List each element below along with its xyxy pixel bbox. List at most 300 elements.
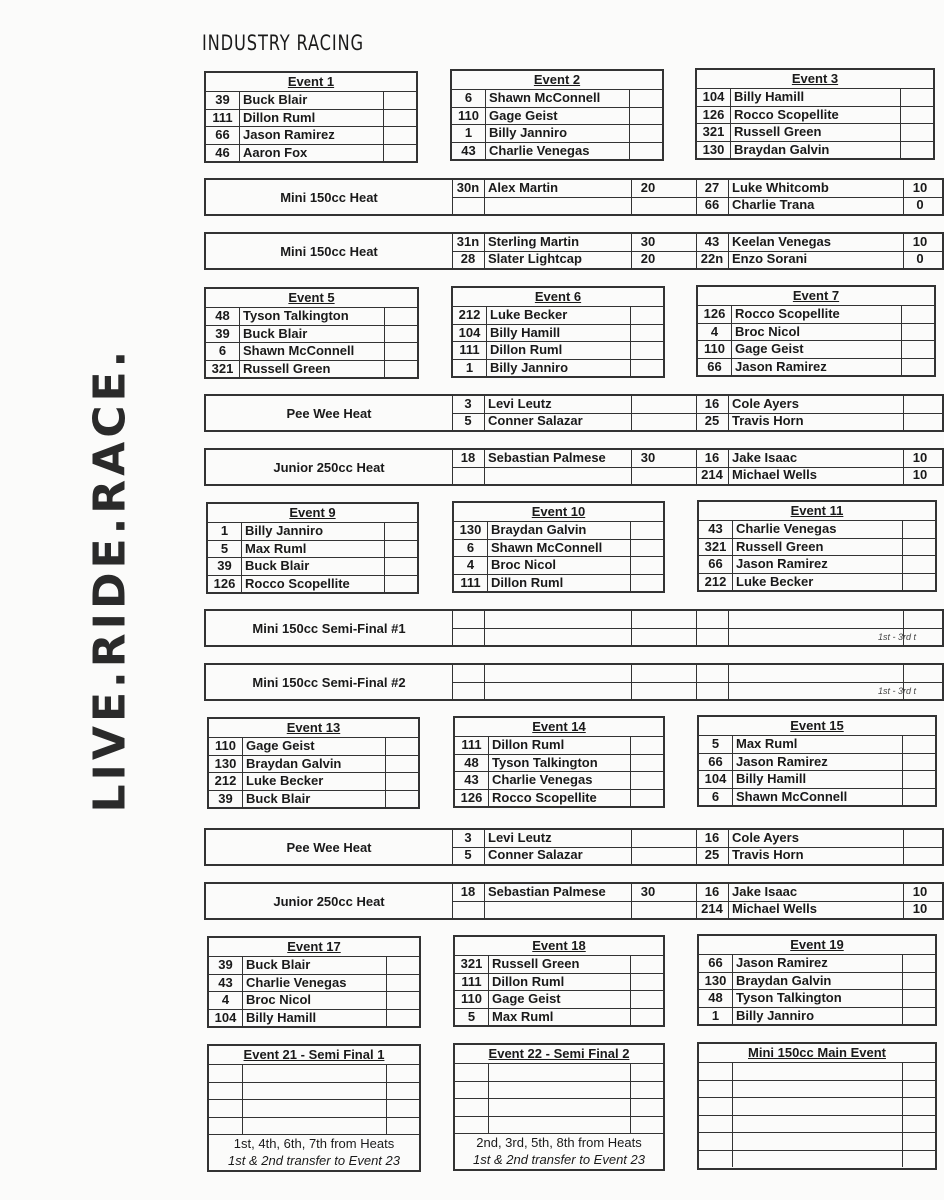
rider-number: 1 [452,125,486,142]
points-cell[interactable] [632,847,664,864]
result-cell[interactable] [387,992,419,1009]
points-cell[interactable]: 10 [912,450,928,465]
rider-name: Tyson Talkington [489,755,631,772]
event-title [699,502,935,520]
rider-name: Charlie Venegas [243,975,387,992]
rider-number[interactable] [455,1064,489,1081]
rider-number: 110 [452,108,486,125]
rider-name: Shawn McConnell [488,540,631,557]
points-cell[interactable] [632,682,664,699]
rider-number[interactable] [699,1151,733,1168]
rider-number: 16 [696,830,729,847]
transfer-line: 1st & 2nd transfer to Event 23 [228,1153,400,1168]
final-box [207,1044,421,1172]
points-cell[interactable] [632,830,664,847]
rider-number: 126 [698,306,732,323]
result-cell[interactable] [903,1116,935,1133]
heat-rider-row [452,396,664,413]
rider-number: 104 [699,771,733,788]
rider-name: Luke Becker [243,773,386,790]
result-cell[interactable] [902,324,934,341]
rider-row [452,107,662,125]
result-cell[interactable] [387,1118,419,1135]
rider-number: 39 [209,791,243,808]
rider-number: 111 [455,737,489,754]
heat-label: Junior 250cc Heat [273,893,385,909]
result-cell[interactable] [903,771,935,788]
result-cell[interactable] [385,308,417,325]
rider-name: Keelan Venegas [729,234,904,251]
event-box [697,715,937,807]
rider-row [699,538,935,556]
event-box [697,500,937,592]
rider-number: 39 [209,957,243,974]
rider-row [699,1132,935,1150]
heat-rider-row [452,197,664,214]
rider-name[interactable] [489,1099,631,1116]
rider-row [209,1064,419,1082]
rider-row [209,1117,419,1135]
result-cell[interactable] [384,110,416,127]
rider-name: Billy Hamill [487,325,631,342]
rider-name: Tyson Talkington [240,308,385,325]
event-title [208,504,417,522]
result-cell[interactable] [903,1008,935,1025]
rider-row [455,789,663,807]
result-cell[interactable] [387,1100,419,1117]
points-cell[interactable]: 30 [640,884,656,899]
heat-box [204,232,944,270]
points-cell[interactable] [904,847,936,864]
rider-number: 16 [696,450,729,467]
rider-number[interactable] [209,1118,243,1135]
rider-name[interactable] [243,1100,387,1117]
result-cell[interactable] [631,956,663,973]
rider-number[interactable] [209,1083,243,1100]
result-cell[interactable] [631,790,663,807]
rider-name: Rocco Scopellite [731,107,901,124]
rider-number: 6 [206,343,240,360]
result-cell[interactable] [385,541,417,558]
rider-name: Jason Ramirez [733,754,903,771]
result-cell[interactable] [903,1133,935,1150]
points-cell[interactable] [632,413,664,430]
rider-row [455,1063,663,1081]
points-cell[interactable] [904,665,936,682]
result-cell[interactable] [903,990,935,1007]
rider-number: 214 [696,467,729,484]
rider-number [696,665,729,682]
rider-row [206,91,416,109]
rider-name [485,665,632,682]
rider-number: 66 [698,359,732,376]
rider-name: Billy Hamill [731,89,901,106]
rider-number[interactable] [699,1116,733,1133]
event-title-text: Event 15 [790,718,844,733]
points-cell[interactable] [632,197,664,214]
rider-number: 43 [696,234,729,251]
rider-number[interactable] [699,1063,733,1080]
rider-number[interactable] [699,1098,733,1115]
result-cell[interactable] [631,1009,663,1026]
result-cell[interactable] [630,108,662,125]
rider-name: Billy Janniro [242,523,385,540]
rider-name: Dillon Ruml [240,110,384,127]
points-cell[interactable]: 0 [916,251,924,266]
event-title [455,718,663,736]
rider-row [699,1080,935,1098]
rider-name: Charlie Trana [729,197,904,214]
event-title [455,1045,663,1063]
heat-label: Mini 150cc Semi-Final #2 [252,674,406,690]
result-cell[interactable] [387,975,419,992]
rider-name: Sterling Martin [485,234,632,251]
rider-number: 130 [699,973,733,990]
rider-name[interactable] [733,1116,903,1133]
rider-name: Shawn McConnell [486,90,630,107]
result-cell[interactable] [385,558,417,575]
result-cell[interactable] [384,127,416,144]
points-cell[interactable] [904,396,936,413]
result-cell[interactable] [631,342,663,359]
result-cell[interactable] [386,756,418,773]
rider-number [696,682,729,699]
rider-name: Jason Ramirez [733,556,903,573]
points-cell[interactable]: 10 [912,467,928,482]
result-cell[interactable] [903,754,935,771]
rider-number[interactable] [699,1081,733,1098]
result-cell[interactable] [386,738,418,755]
event-title [206,73,416,91]
result-cell[interactable] [387,1010,419,1027]
points-cell[interactable] [632,611,664,628]
result-cell[interactable] [903,789,935,806]
rider-row [699,753,935,771]
rider-name: Buck Blair [243,791,386,808]
rider-row [208,557,417,575]
points-cell[interactable]: 20 [640,251,656,266]
points-cell[interactable] [904,611,936,628]
result-cell[interactable] [902,306,934,323]
result-cell[interactable] [384,145,416,162]
heat-rider-row [696,611,936,628]
rider-row [209,1009,419,1027]
rider-number: 321 [455,956,489,973]
rider-row [697,88,933,106]
rider-number: 25 [696,413,729,430]
rider-name: Luke Becker [487,307,631,324]
rider-name: Jake Isaac [729,884,904,901]
heat-rider-row [452,450,664,467]
result-cell[interactable] [901,89,933,106]
rider-name: Shawn McConnell [240,343,385,360]
rider-number: 66 [699,955,733,972]
result-cell[interactable] [630,143,662,160]
rider-name: Broc Nicol [732,324,902,341]
rider-name: Conner Salazar [485,413,632,430]
points-cell[interactable] [904,413,936,430]
rider-row [699,573,935,591]
result-cell[interactable] [903,973,935,990]
heat-box [204,882,944,920]
heat-rider-row [696,901,936,918]
rider-number: 4 [454,557,488,574]
rider-name[interactable] [733,1063,903,1080]
result-cell[interactable] [630,125,662,142]
rider-number: 43 [209,975,243,992]
result-cell[interactable] [631,307,663,324]
rider-number[interactable] [699,1133,733,1150]
result-cell[interactable] [631,1099,663,1116]
rider-name: Billy Hamill [733,771,903,788]
rider-number[interactable] [209,1065,243,1082]
points-cell[interactable]: 30 [640,450,656,465]
heat-rider-row [452,611,664,628]
rider-number: 3 [452,830,485,847]
rider-name[interactable] [733,1098,903,1115]
rider-number [696,628,729,645]
heat-rider-row [696,396,936,413]
rider-number: 18 [452,450,485,467]
rider-name: Billy Janniro [733,1008,903,1025]
result-cell[interactable] [631,737,663,754]
rider-name: Sebastian Palmese [485,450,632,467]
result-cell[interactable] [631,540,663,557]
rider-number[interactable] [209,1100,243,1117]
result-cell[interactable] [902,359,934,376]
rider-row [455,1081,663,1099]
rider-name[interactable] [489,1064,631,1081]
result-cell[interactable] [631,557,663,574]
rider-number: 1 [699,1008,733,1025]
points-cell[interactable]: 20 [640,180,656,195]
rider-name[interactable] [733,1151,903,1168]
event-title-text: Event 13 [286,720,341,735]
heat-rider-row [696,467,936,484]
rider-name: Max Ruml [489,1009,631,1026]
rider-name: Cole Ayers [729,396,904,413]
result-cell[interactable] [387,957,419,974]
event-box [695,68,935,160]
result-cell[interactable] [631,991,663,1008]
heat-rider-row [452,847,664,864]
result-cell[interactable] [387,1083,419,1100]
points-cell[interactable]: 10 [912,234,928,249]
rider-row [208,522,417,540]
heat-box [204,828,944,866]
rider-name: Rocco Scopellite [242,576,385,593]
rider-number: 4 [209,992,243,1009]
rider-number[interactable] [455,1099,489,1116]
result-cell[interactable] [631,974,663,991]
rider-name [485,901,632,918]
rider-name: Luke Whitcomb [729,180,904,197]
heat-label: Pee Wee Heat [286,839,372,855]
result-cell[interactable] [903,574,935,591]
result-cell[interactable] [631,1082,663,1099]
heat-label: Mini 150cc Heat [280,243,378,259]
result-cell[interactable] [631,755,663,772]
rider-name: Shawn McConnell [733,789,903,806]
rider-row [455,973,663,991]
rider-number: 1 [208,523,242,540]
rider-number: 30n [452,180,485,197]
rider-row [453,359,663,377]
rider-row [206,144,416,162]
points-cell[interactable]: 10 [912,180,928,195]
rider-name [485,682,632,699]
points-cell[interactable] [632,467,664,484]
result-cell[interactable] [631,325,663,342]
points-cell[interactable]: 10 [912,901,928,916]
rider-number [452,665,485,682]
rider-row [698,305,934,323]
rider-name[interactable] [243,1083,387,1100]
result-cell[interactable] [903,556,935,573]
rider-row [452,142,662,160]
rider-number: 212 [209,773,243,790]
heat-rider-row [452,884,664,901]
rider-name: Charlie Venegas [486,143,630,160]
rider-number: 126 [455,790,489,807]
rider-row [699,735,935,753]
result-cell[interactable] [385,576,417,593]
rider-row [206,360,417,378]
event-box [207,717,420,809]
heat-label: Mini 150cc Semi-Final #1 [252,620,406,636]
heat-rider-row [452,413,664,430]
rider-number: 5 [455,1009,489,1026]
points-cell[interactable] [632,628,664,645]
rider-name: Gage Geist [489,991,631,1008]
event-box [206,502,419,594]
result-cell[interactable] [631,575,663,592]
rider-number: 5 [699,736,733,753]
points-cell[interactable] [904,830,936,847]
result-cell[interactable] [903,1063,935,1080]
result-cell[interactable] [903,1098,935,1115]
result-cell[interactable] [631,1064,663,1081]
rider-number: 6 [452,90,486,107]
heat-rider-row [452,251,664,268]
rider-number: 43 [455,772,489,789]
rider-row [699,555,935,573]
points-cell[interactable] [632,396,664,413]
event-title-text: Event 17 [287,939,341,954]
result-cell[interactable] [631,772,663,789]
rider-number: 110 [455,991,489,1008]
heat-rider-row [696,197,936,214]
result-cell[interactable] [386,773,418,790]
result-cell[interactable] [903,521,935,538]
result-cell[interactable] [385,361,417,378]
points-cell[interactable]: 0 [916,197,924,212]
heat-rider-row [696,847,936,864]
result-cell[interactable] [386,791,418,808]
result-cell[interactable] [630,90,662,107]
result-cell[interactable] [903,955,935,972]
points-cell[interactable]: 10 [912,884,928,899]
rider-row [453,324,663,342]
rider-number [452,611,485,628]
rider-number: 110 [209,738,243,755]
rider-row [209,956,419,974]
heat-rider-row [696,251,936,268]
result-cell[interactable] [631,1117,663,1134]
rider-name: Michael Wells [729,467,904,484]
rider-name[interactable] [489,1117,631,1134]
result-cell[interactable] [631,522,663,539]
result-cell[interactable] [387,1065,419,1082]
rider-name: Conner Salazar [485,847,632,864]
result-cell[interactable] [903,1151,935,1168]
heat-rider-row [452,682,664,699]
rider-row [699,1150,935,1168]
points-cell[interactable] [632,901,664,918]
result-cell[interactable] [385,326,417,343]
rider-row [209,737,418,755]
event-box [452,501,665,593]
result-cell[interactable] [901,142,933,159]
event-title-text: Event 1 [287,74,335,89]
qualification-note [455,1133,663,1168]
rider-number [452,467,485,484]
result-cell[interactable] [385,343,417,360]
heat-box [204,609,944,647]
event-title [209,719,418,737]
result-cell[interactable] [902,341,934,358]
heat-box [204,178,944,216]
result-cell[interactable] [903,736,935,753]
rider-row [209,991,419,1009]
rider-row [209,1082,419,1100]
rider-name[interactable] [489,1082,631,1099]
rider-number[interactable] [455,1082,489,1099]
result-cell[interactable] [901,107,933,124]
result-cell[interactable] [903,1081,935,1098]
rider-row [699,1062,935,1080]
result-cell[interactable] [631,360,663,377]
heat-rider-row [452,234,664,251]
points-cell[interactable]: 30 [640,234,656,249]
points-cell[interactable] [632,665,664,682]
heat-label: Mini 150cc Heat [280,189,378,205]
rider-number: 321 [206,361,240,378]
rider-name[interactable] [733,1133,903,1150]
rider-name: Buck Blair [242,558,385,575]
transfer-note: 1st - 3rd t [878,632,917,642]
rider-name[interactable] [243,1065,387,1082]
rider-name: Gage Geist [486,108,630,125]
rider-row [697,141,933,159]
rider-row [699,972,935,990]
rider-number: 66 [699,754,733,771]
rider-name[interactable] [243,1118,387,1135]
result-cell[interactable] [384,92,416,109]
rider-name[interactable] [733,1081,903,1098]
event-title-text: Event 18 [532,938,586,953]
result-cell[interactable] [901,124,933,141]
rider-number[interactable] [455,1117,489,1134]
rider-row [453,306,663,324]
rider-row [206,109,416,127]
rider-number: 130 [209,756,243,773]
result-cell[interactable] [385,523,417,540]
rider-number: 16 [696,396,729,413]
result-cell[interactable] [903,539,935,556]
event-title-text: Event 10 [531,504,586,519]
rider-row [454,521,663,539]
